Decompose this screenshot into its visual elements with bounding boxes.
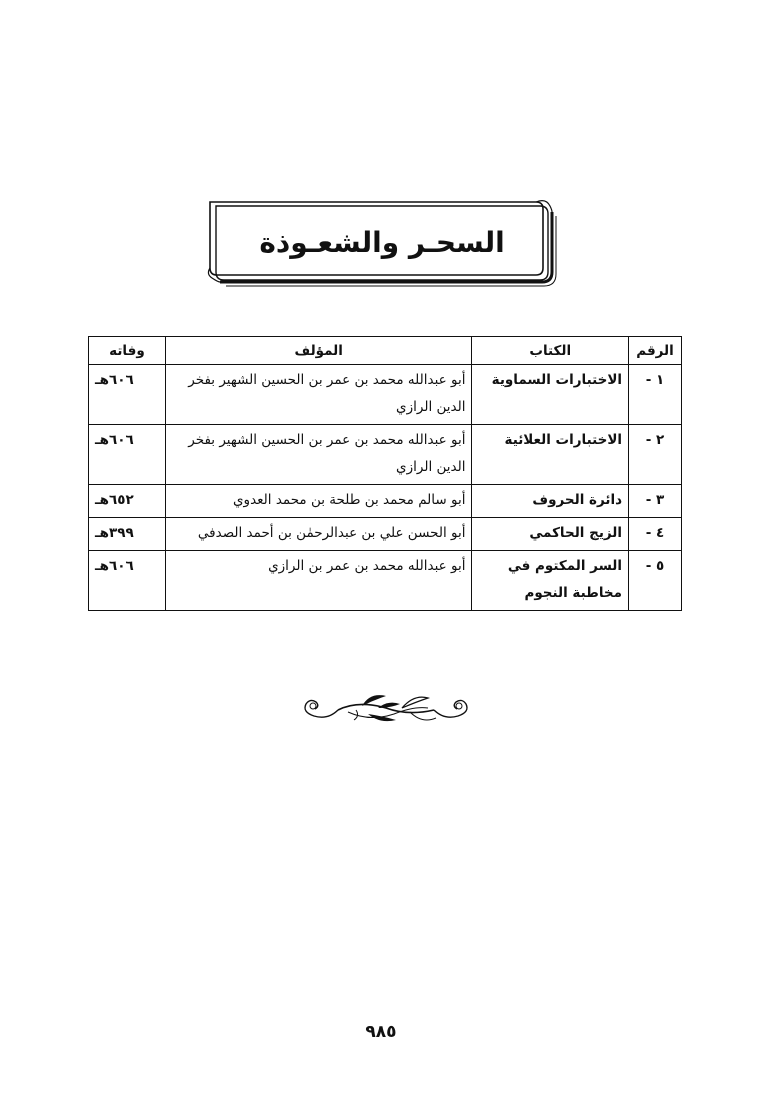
row-number: ٥ - xyxy=(629,551,682,611)
row-author: أبو عبدالله محمد بن عمر بن الحسين الشهير بفخر الدين الرازي xyxy=(165,365,472,425)
row-death: ٦٠٦هـ xyxy=(89,365,166,425)
books-table-container xyxy=(88,336,682,611)
books-table xyxy=(88,336,682,611)
page-number: ٩٨٥ xyxy=(365,1022,397,1042)
row-book: السر المكتوم في مخاطبة النجوم xyxy=(472,551,629,611)
row-author: أبو عبدالله محمد بن عمر بن الحسين الشهير بفخر الدين الرازي xyxy=(165,425,472,485)
table-row xyxy=(89,425,682,485)
floral-divider-icon xyxy=(298,686,474,728)
row-number: ٤ - xyxy=(629,518,682,551)
row-author: أبو سالم محمد بن طلحة بن محمد العدوي xyxy=(165,485,472,518)
row-death: ٦٠٦هـ xyxy=(89,425,166,485)
row-author: أبو عبدالله محمد بن عمر بن الرازي xyxy=(165,551,472,611)
row-book: الزيج الحاكمي xyxy=(472,518,629,551)
table-row xyxy=(89,365,682,425)
table-row xyxy=(89,485,682,518)
header-author: المؤلف xyxy=(165,337,472,365)
header-death: وفاته xyxy=(89,337,166,365)
row-author: أبو الحسن علي بن عبدالرحمٰن بن أحمد الصدفي xyxy=(165,518,472,551)
chapter-title-frame xyxy=(206,198,558,290)
table-row xyxy=(89,551,682,611)
row-book: الاختبارات السماوية xyxy=(472,365,629,425)
table-row xyxy=(89,518,682,551)
row-number: ٣ - xyxy=(629,485,682,518)
table-header-row xyxy=(89,337,682,365)
chapter-title: السحـر والشعـوذة xyxy=(259,225,505,259)
row-death: ٣٩٩هـ xyxy=(89,518,166,551)
row-book: دائرة الحروف xyxy=(472,485,629,518)
header-number: الرقم xyxy=(629,337,682,365)
row-number: ٢ - xyxy=(629,425,682,485)
row-death: ٦٥٢هـ xyxy=(89,485,166,518)
header-book: الكتاب xyxy=(472,337,629,365)
row-number: ١ - xyxy=(629,365,682,425)
row-book: الاختبارات العلائية xyxy=(472,425,629,485)
row-death: ٦٠٦هـ xyxy=(89,551,166,611)
